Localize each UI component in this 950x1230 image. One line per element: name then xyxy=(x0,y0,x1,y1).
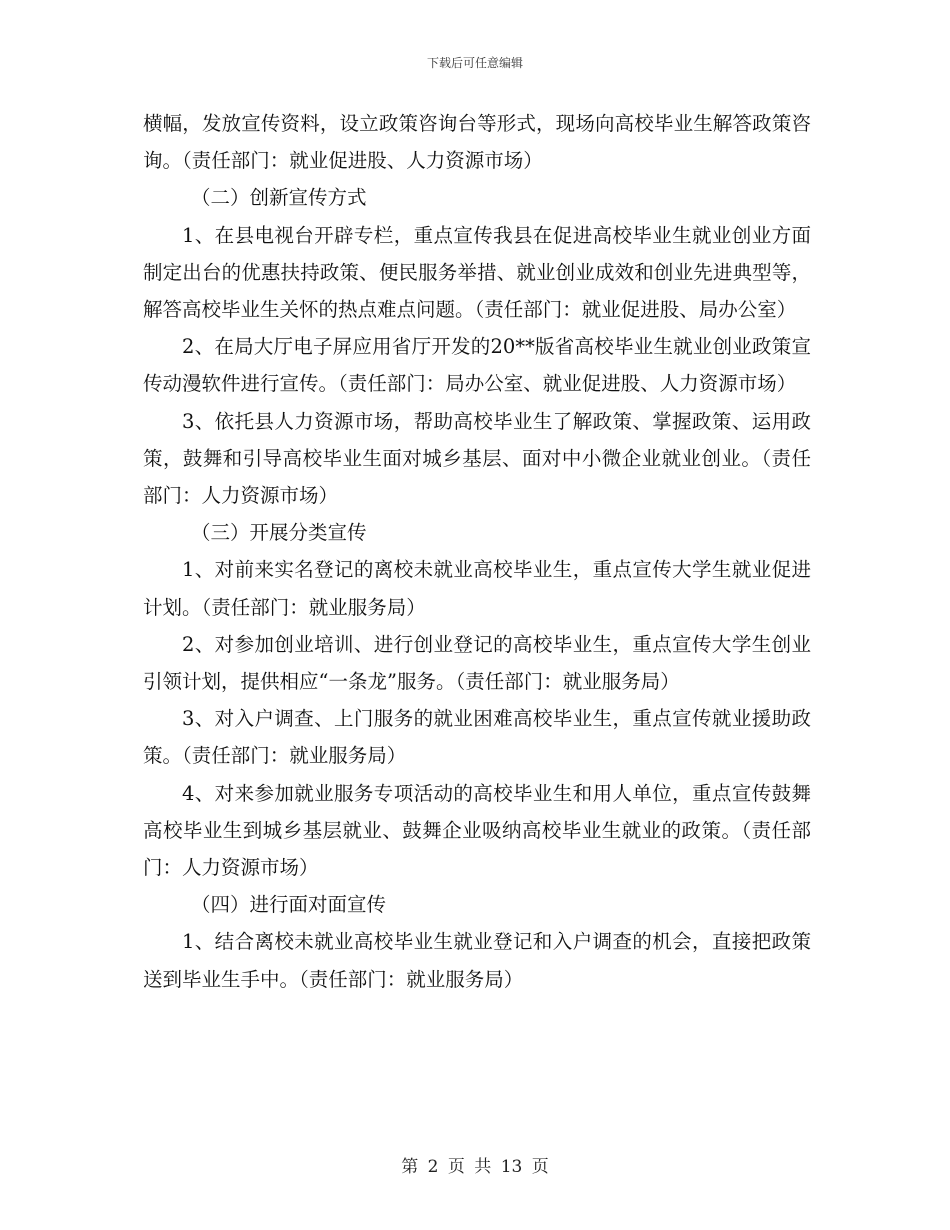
paragraph-3-3: 3、对入户调查、上门服务的就业困难高校毕业生，重点宣传就业援助政策。（责任部门：就业服务局） xyxy=(143,707,811,768)
paragraph-2-1: 1、在县电视台开辟专栏，重点宣传我县在促进高校毕业生就业创业方面制定出台的优惠扶持政策、便民服务举措、就业创业成效和创业先进典型等，解答高校毕业生关怀的热点难点问题。（责任部门：就业促进股、局办公室） xyxy=(143,223,811,322)
paragraph-3-4: 4、对来参加就业服务专项活动的高校毕业生和用人单位，重点宣传鼓舞高校毕业生到城乡基层就业、鼓舞企业吸纳高校毕业生就业的政策。（责任部门：人力资源市场） xyxy=(143,781,811,880)
paragraph-2-2: 2、在局大厅电子屏应用省厅开发的20**版省高校毕业生就业创业政策宣传动漫软件进行宣传。（责任部门：局办公室、就业促进股、人力资源市场） xyxy=(143,335,811,396)
paragraph-3-1: 1、对前来实名登记的离校未就业高校毕业生，重点宣传大学生就业促进计划。（责任部门：就业服务局） xyxy=(143,558,811,619)
document-body xyxy=(143,105,811,998)
header-note: 下载后可任意编辑 xyxy=(426,56,523,70)
section-heading-4: （四）进行面对面宣传 xyxy=(191,893,387,917)
paragraph-continuation: 横幅，发放宣传资料，设立政策咨询台等形式，现场向高校毕业生解答政策咨询。（责任部门：就业促进股、人力资源市场） xyxy=(143,112,811,173)
paragraph-2-3: 3、依托县人力资源市场，帮助高校毕业生了解政策、掌握政策、运用政策，鼓舞和引导高校毕业生面对城乡基层、面对中小微企业就业创业。（责任部门：人力资源市场） xyxy=(143,409,811,508)
paragraph-3-2: 2、对参加创业培训、进行创业登记的高校毕业生，重点宣传大学生创业引领计划，提供相应“一条龙”服务。（责任部门：就业服务局） xyxy=(143,632,811,694)
page-number-footer: 第 2 页 共 13 页 xyxy=(401,1157,549,1177)
section-heading-3: （三）开展分类宣传 xyxy=(191,521,367,545)
section-heading-2: （二）创新宣传方式 xyxy=(191,186,367,210)
paragraph-4-1: 1、结合离校未就业高校毕业生就业登记和入户调查的机会，直接把政策送到毕业生手中。（责任部门：就业服务局） xyxy=(143,930,811,991)
